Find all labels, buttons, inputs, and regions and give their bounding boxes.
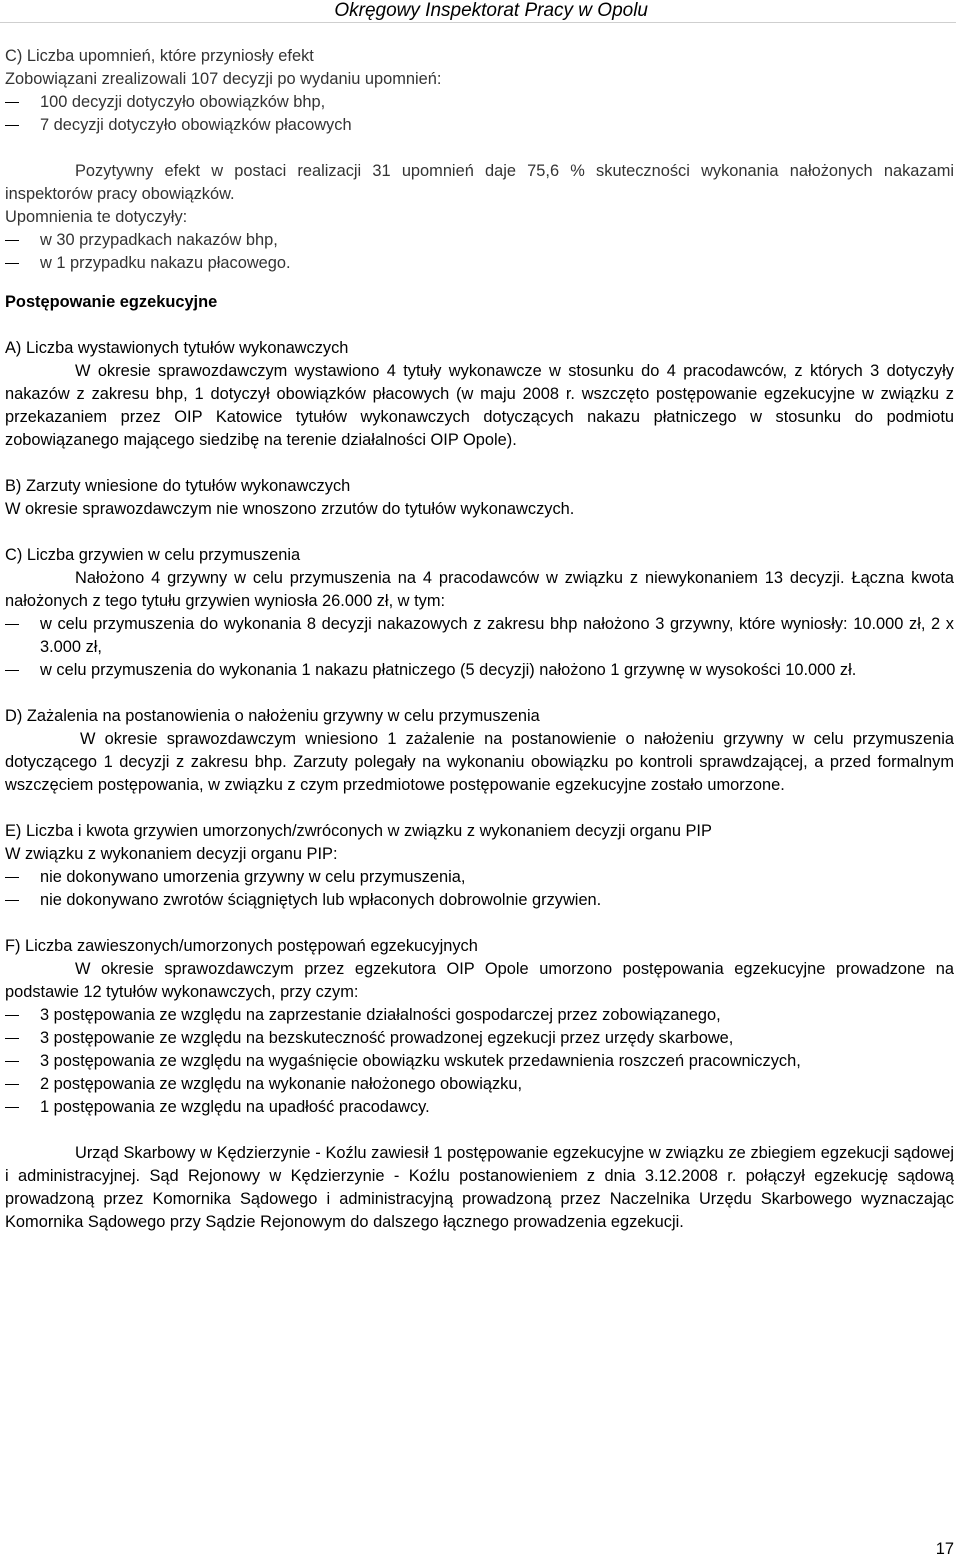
- list-item: 3 postępowania ze względu na wygaśnięcie obowiązku wskutek przedawnienia roszczeń pracowniczych,: [5, 1050, 954, 1073]
- list-item: nie dokonywano zwrotów ściągniętych lub wpłaconych dobrowolnie grzywien.: [5, 889, 954, 912]
- page-header-title: Okręgowy Inspektorat Pracy w Opolu: [334, 0, 648, 21]
- upomnienia-list: [5, 91, 954, 137]
- upomnienia-concerned: Upomnienia te dotyczyły:: [5, 208, 188, 226]
- section-e-list: [5, 866, 954, 912]
- section-f-list: [5, 1004, 954, 1119]
- list-item: w 1 przypadku nakazu płacowego.: [5, 252, 954, 275]
- section-d-heading: D) Zażalenia na postanowienia o nałożeniu grzywny w celu przymuszenia: [5, 707, 540, 725]
- section-b-heading: B) Zarzuty wniesione do tytułów wykonawczych: [5, 477, 351, 495]
- section-f-heading: F) Liczba zawieszonych/umorzonych postępowań egzekucyjnych: [5, 937, 478, 955]
- section-f-text: W okresie sprawozdawczym przez egzekutora OIP Opole umorzono postępowania egzekucyjne prowadzone na podstawie 12 tytułów wykonawczych, przy czym:: [5, 960, 954, 1001]
- list-item: nie dokonywano umorzenia grzywny w celu przymuszenia,: [5, 866, 954, 889]
- section-e-intro: W związku z wykonaniem decyzji organu PIP:: [5, 845, 338, 863]
- section-d-text: W okresie sprawozdawczym wniesiono 1 zażalenie na postanowienie o nałożeniu grzywny w celu przymuszenia dotyczącego 1 decyzji z zakresu bhp. Zarzuty polegały na wykonaniu obowiązku po kontroli sprawdzającej, a przed formalnym wszczęciem postępowania, w związku z czym przedmiotowe postępowanie egzekucyjne zostało umorzone.: [5, 730, 954, 794]
- list-item: w 30 przypadkach nakazów bhp,: [5, 229, 954, 252]
- section-c-heading: C) Liczba grzywien w celu przymuszenia: [5, 546, 301, 564]
- section-f-closing: Urząd Skarbowy w Kędzierzynie - Koźlu zawiesił 1 postępowanie egzekucyjne w związku ze zbiegiem egzekucji sądowej i administracyjnej. Sąd Rejonowy w Kędzierzynie - Koźlu postanowieniem z dnia 3.12.2008 r. połączył egzekucję sądową prowadzoną przez Komornika Sądowego i administracyjną prowadzoną przez Naczelnika Urzędu Skarbowego wyznaczając Komornika Sądowego przy Sądzie Rejonowym do dalszego łącznego prowadzenia egzekucji.: [5, 1144, 954, 1231]
- list-item: w celu przymuszenia do wykonania 1 nakazu płatniczego (5 decyzji) nałożono 1 grzywnę w wysokości 10.000 zł.: [5, 659, 954, 682]
- list-item: 3 postępowania ze względu na zaprzestanie działalności gospodarczej przez zobowiązanego,: [5, 1004, 954, 1027]
- upomnienia-concerned-list: [5, 229, 954, 275]
- section-a-text: W okresie sprawozdawczym wystawiono 4 tytuły wykonawcze w stosunku do 4 pracodawców, z których 3 dotyczyły nakazów z zakresu bhp, 1 dotyczył obowiązków płacowych (w maju 2008 r. wszczęto postępowanie egzekucyjne w związku z przekazaniem przez OIP Katowice tytułów wykonawczych dotyczących nakazu płatniczego w stosunku do podmiotu zobowiązanego mającego siedzibę na terenie działalności OIP Opole).: [5, 362, 954, 449]
- section-c-list: [5, 613, 954, 682]
- section-heading-postepowanie: Postępowanie egzekucyjne: [5, 293, 218, 311]
- page-number: 17: [935, 1540, 954, 1558]
- upomnienia-heading: C) Liczba upomnień, które przyniosły efekt: [5, 47, 314, 65]
- section-b-text: W okresie sprawozdawczym nie wnoszono zrzutów do tytułów wykonawczych.: [5, 500, 575, 518]
- header-divider: [0, 22, 956, 23]
- list-item: 1 postępowania ze względu na upadłość pracodawcy.: [5, 1096, 954, 1119]
- list-item: 7 decyzji dotyczyło obowiązków płacowych: [5, 114, 954, 137]
- list-item: w celu przymuszenia do wykonania 8 decyzji nakazowych z zakresu bhp nałożono 3 grzywny, które wyniosły: 10.000 zł, 2 x 3.000 zł,: [5, 613, 954, 659]
- section-c-text: Nałożono 4 grzywny w celu przymuszenia na 4 pracodawców w związku z niewykonaniem 13 decyzji. Łączna kwota nałożonych z tego tytułu grzywien wyniosła 26.000 zł, w tym:: [5, 569, 954, 610]
- list-item: 2 postępowania ze względu na wykonanie nałożonego obowiązku,: [5, 1073, 954, 1096]
- upomnienia-effect: Pozytywny efekt w postaci realizacji 31 upomnień daje 75,6 % skuteczności wykonania nałożonych nakazami inspektorów pracy obowiązków.: [5, 162, 954, 203]
- upomnienia-intro: Zobowiązani zrealizowali 107 decyzji po wydaniu upomnień:: [5, 70, 442, 88]
- document-body: [5, 45, 954, 1234]
- list-item: 100 decyzji dotyczyło obowiązków bhp,: [5, 91, 954, 114]
- list-item: 3 postępowanie ze względu na bezskuteczność prowadzonej egzekucji przez urzędy skarbowe,: [5, 1027, 954, 1050]
- section-e-heading: E) Liczba i kwota grzywien umorzonych/zwróconych w związku z wykonaniem decyzji organu PIP: [5, 822, 712, 840]
- section-a-heading: A) Liczba wystawionych tytułów wykonawczych: [5, 339, 349, 357]
